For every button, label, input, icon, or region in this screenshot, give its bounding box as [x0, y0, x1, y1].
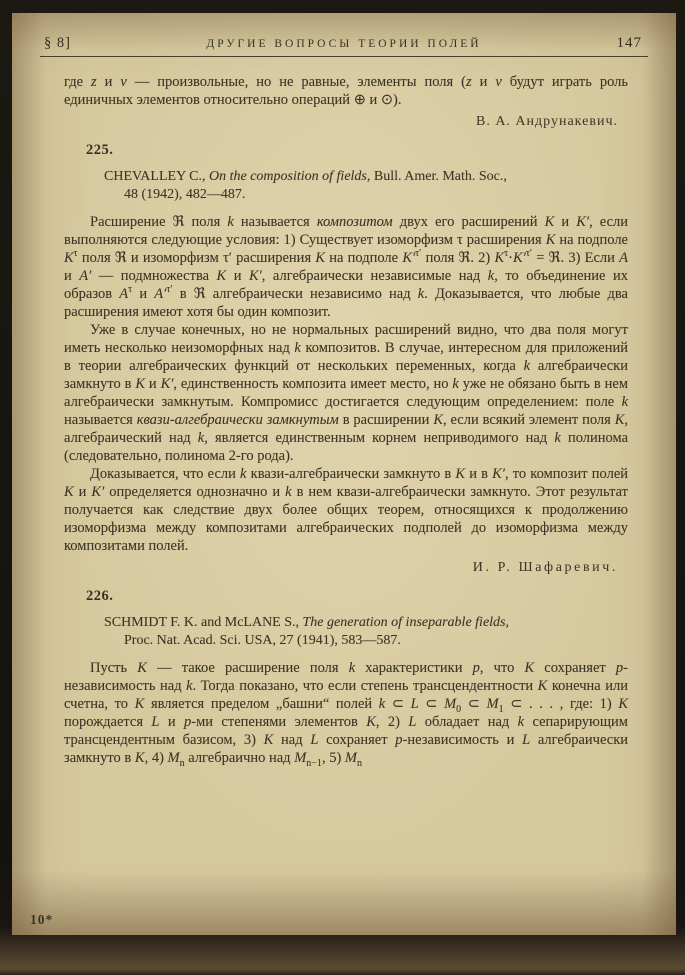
- review-paragraph: Расширение ℜ поля k называется композитом двух его расширений K и K′, если выполняются следующие условия: 1) Существует изоморфизм τ расширения K на подполе $K^\tau$ поля ℜ и изоморфизм τ′ расширения K на подполе $K'^{\tau'}$ поля ℜ. 2) $K^\tau\cdot K'^{\tau'}$ = ℜ. 3) Если A и A′ — подмножества K и K′, алгебраически независимые над k, то объединение их образов $A^\tau$ и $A'^{\tau'}$ в ℜ алгебраически независимо над k. Доказывается, что любые два расширения имеют хотя бы один композит.: [64, 214, 629, 320]
- signature-mark: 10*: [30, 912, 54, 927]
- entry-226: [64, 588, 628, 767]
- review-paragraph: Пусть K — такое расширение поля k характеристики p, что K сохраняет p-независимость над k. Тогда показано, что если степень трансцендентности K конечна или счетна, то K является пределом „башни“ полей k ⊂ L ⊂ $M_0$ ⊂ $M_1$ ⊂ . . . , где: 1) K порождается L и p-ми степенями элементов K, 2) L обладает над k сепарирующим трансцендентным базисом, 3) K над L сохраняет p-независимость и L алгебраически замкнуто в K, 4) $M_n$ алгебраично над $M_{n-1}$, 5) $M_n$: [64, 660, 629, 769]
- section-marker: § 8]: [44, 35, 71, 51]
- page-number: 147: [616, 35, 642, 51]
- citation-schmidt-mclane: SCHMIDT F. K. and McLANE S., The generation of inseparable fields, Proc. Nat. Acad. Sci. USA, 27 (1941), 583—587.: [104, 615, 509, 648]
- continuation-paragraph: где z и v — произвольные, но не равные, элементы поля (z и v будут играть роль единичных элементов относительно операций ⊕ и ⊙).: [64, 74, 628, 108]
- citation-chevalley: CHEVALLEY C., On the composition of fields, Bull. Amer. Math. Soc., 48 (1942), 482—487.: [104, 169, 507, 202]
- review-paragraph: Доказывается, что если k квази-алгебраически замкнуто в K и в K′, то композит полей K и K′ определяется однозначно и k в нем квази-алгебраически замкнуто. Этот результат получается как следствие двух более общих теорем, относящихся к продолжению изоморфизма между композитами алгебраических подполей до изоморфизма между композитами полей.: [64, 466, 629, 554]
- review-paragraph: Уже в случае конечных, но не нормальных расширений видно, что два поля могут иметь несколько неизоморфных над k композитов. В случае, интересном для приложений в теории алгебраических функций от нескольких переменных, когда k алгебраически замкнуто в K и K′, единственность композита имеет место, но k уже не обязано быть в нем алгебраически замкнутым. Компромисс достигается следующим определением: поле k называется квази-алгебраически замкнутым в расширении K, если всякий элемент поля K, алгебраический над k, является единственным корнем неприводимого над k полинома (следовательно, полинома 2-го рода).: [64, 322, 629, 464]
- entry-225: [64, 142, 628, 576]
- entry-number-225: 225.: [86, 142, 114, 158]
- page-content: [12, 13, 676, 767]
- reviewer-signature-andrunakevich: В. А. Андрунакевич.: [475, 114, 618, 129]
- running-title: ДРУГИЕ ВОПРОСЫ ТЕОРИИ ПОЛЕЙ: [206, 38, 482, 50]
- running-header: [40, 35, 648, 57]
- reviewer-signature-shafarevich: И. Р. Шафаревич.: [472, 560, 618, 575]
- entry-number-226: 226.: [86, 588, 114, 604]
- paper: [12, 13, 676, 935]
